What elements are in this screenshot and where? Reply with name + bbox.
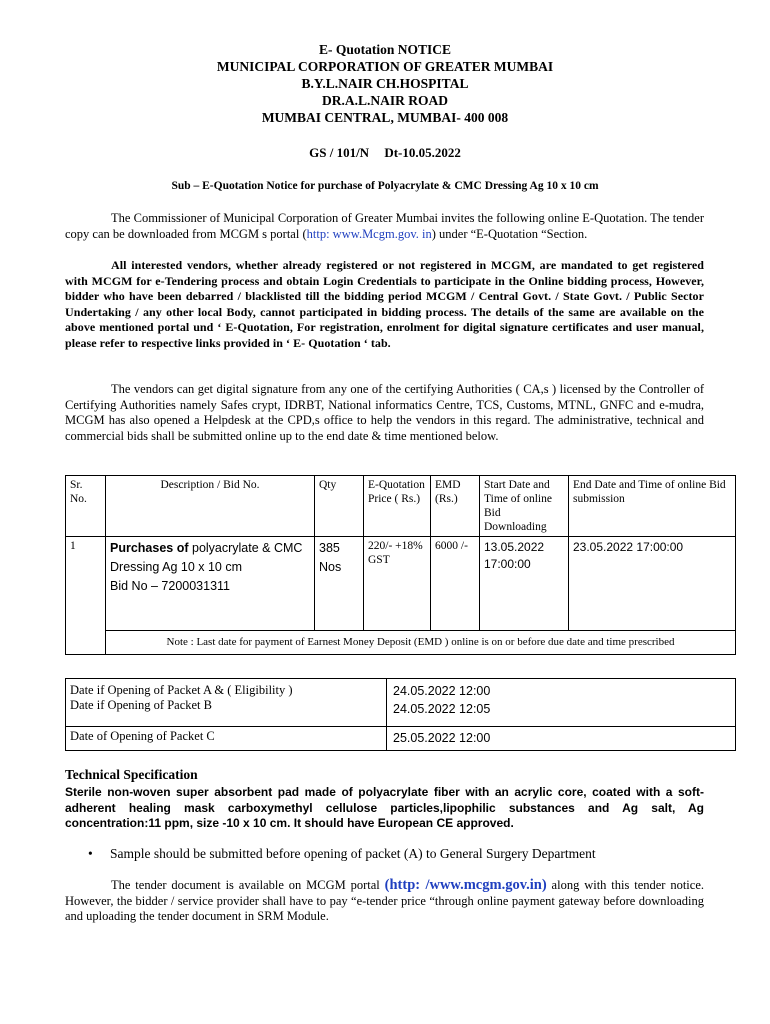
final-paragraph [65,878,704,925]
reference-line [0,145,770,161]
registration-paragraph [65,258,704,351]
digital-signature-paragraph [65,382,704,444]
packet-b-value: 24.05.2022 12:05 [393,702,491,716]
road-name: DR.A.L.NAIR ROAD [321,93,448,108]
final-text-b: along with this tender notice. However, the bidder / service provider shall have to pay “e-tender price “through online payment gateway before downloading and uploading the tender document in SRM Module. [65,878,704,923]
digital-signature-text: The vendors can get digital signature from any one of the certifying Authorities ( CA,s ) licensed by the Controller of Certifying Authorities namely Safes crypt, IDRBT, National informatics Centre, TCS, Customs, MTNL, GNFC and e-mudra, MCGM has also opened a Helpdesk at the CPD,s office to help the vendors in this regard. The administrative, technical and commercial bids shall be submitted online up to the end date & time mentioned below. [65,382,704,443]
portal-link[interactable]: http: www.Mcgm.gov. in [306,226,432,241]
packet-c-label: Date of Opening of Packet C [66,727,387,751]
emd-note: Note : Last date for payment of Earnest Money Deposit (EMD ) online is on or before due date and time prescribed [106,631,736,655]
header-qty: Qty [315,476,364,537]
tech-spec-text: Sterile non-woven super absorbent pad made of polyacrylate fiber with an acrylic core, coated with a soft-adherent healing mask carboxymethyl cellulose particles,lipophilic substances and Ag salt, Ag concentration:11 ppm, size -10 x 10 cm. It should have European CE approved. [65,785,704,830]
row-bid-number: Bid No – 7200031311 [110,579,231,593]
subject-line: Sub – E-Quotation Notice for purchase of Polyacrylate & CMC Dressing Ag 10 x 10 cm [171,180,599,192]
packet-a-value: 24.05.2022 12:00 [393,684,491,698]
mcgm-portal-link[interactable]: (http: /www.mcgm.gov.in) [384,877,547,893]
header-emd: EMD (Rs.) [431,476,480,537]
row-description [106,537,315,631]
corporation-name: MUNICIPAL CORPORATION OF GREATER MUMBAI [216,59,554,74]
row-sr: 1 [66,537,106,655]
header-price: E-Quotation Price ( Rs.) [364,476,431,537]
sample-bullet-text: Sample should be submitted before opening of packet (A) to General Surgery Department [110,846,596,861]
row-qty: 385 Nos [315,537,364,631]
table-row [66,679,736,727]
intro-text-a: The Commissioner of Municipal Corporation of Greater Mumbai invites the following online E-Quotation. The tender copy can be downloaded from MCGM s portal ( [65,211,704,241]
bid-table [65,475,736,655]
city-address: MUMBAI CENTRAL, MUMBAI- 400 008 [261,110,509,125]
table-row [66,537,736,631]
notice-title: E- Quotation NOTICE [318,42,452,57]
reference-date: Dt-10.05.2022 [384,145,461,160]
reference-number: GS / 101/N [309,145,370,160]
packet-ab-values [387,679,736,727]
note-row [66,631,736,655]
row-description-rest: polyacrylate & CMC Dressing Ag 10 x 10 cm [110,541,303,574]
sample-bullet [88,846,596,862]
packet-c-value: 25.05.2022 12:00 [387,727,736,751]
packet-b-label: Date if Opening of Packet B [70,698,212,712]
tech-spec-heading: Technical Specification [65,767,198,782]
row-emd: 6000 /- [431,537,480,631]
row-start: 13.05.2022 17:00:00 [480,537,569,631]
opening-table [65,678,736,751]
header-start: Start Date and Time of online Bid Downloading [480,476,569,537]
packet-a-label: Date if Opening of Packet A & ( Eligibility ) [70,683,293,697]
final-text-a: The tender document is available on MCGM portal [111,878,385,892]
hospital-name: B.Y.L.NAIR CH.HOSPITAL [301,76,469,91]
row-end: 23.05.2022 17:00:00 [569,537,736,631]
header-sr: Sr. No. [66,476,106,537]
row-description-bold: Purchases of [110,541,189,555]
intro-text-b: ) under “E-Quotation “Section. [431,226,588,241]
header-description: Description / Bid No. [106,476,315,537]
intro-paragraph [65,211,704,242]
row-price: 220/- +18% GST [364,537,431,631]
header-end: End Date and Time of online Bid submission [569,476,736,537]
bullet-dot-icon: • [88,846,93,861]
packet-ab-labels [66,679,387,727]
bid-table-header [66,476,736,537]
registration-text: All interested vendors, whether already registered or not registered in MCGM, are mandated to get registered with MCGM for e-Tendering process and obtain Login Credentials to participate in the Online bidding process, However, bidder who have been debarred / blacklisted till the bidding period MCGM / Central Govt. / State Govt. / Public Sector Undertaking / any other local Body, cannot participated in bidding process. The details of the same are available on the above mentioned portal und ‘ E-Quotation, For registration, enrolment for digital signature certificates and user manual, please refer to respective links provided in ‘ E- Quotation ‘ tab. [65,258,704,350]
table-row [66,727,736,751]
